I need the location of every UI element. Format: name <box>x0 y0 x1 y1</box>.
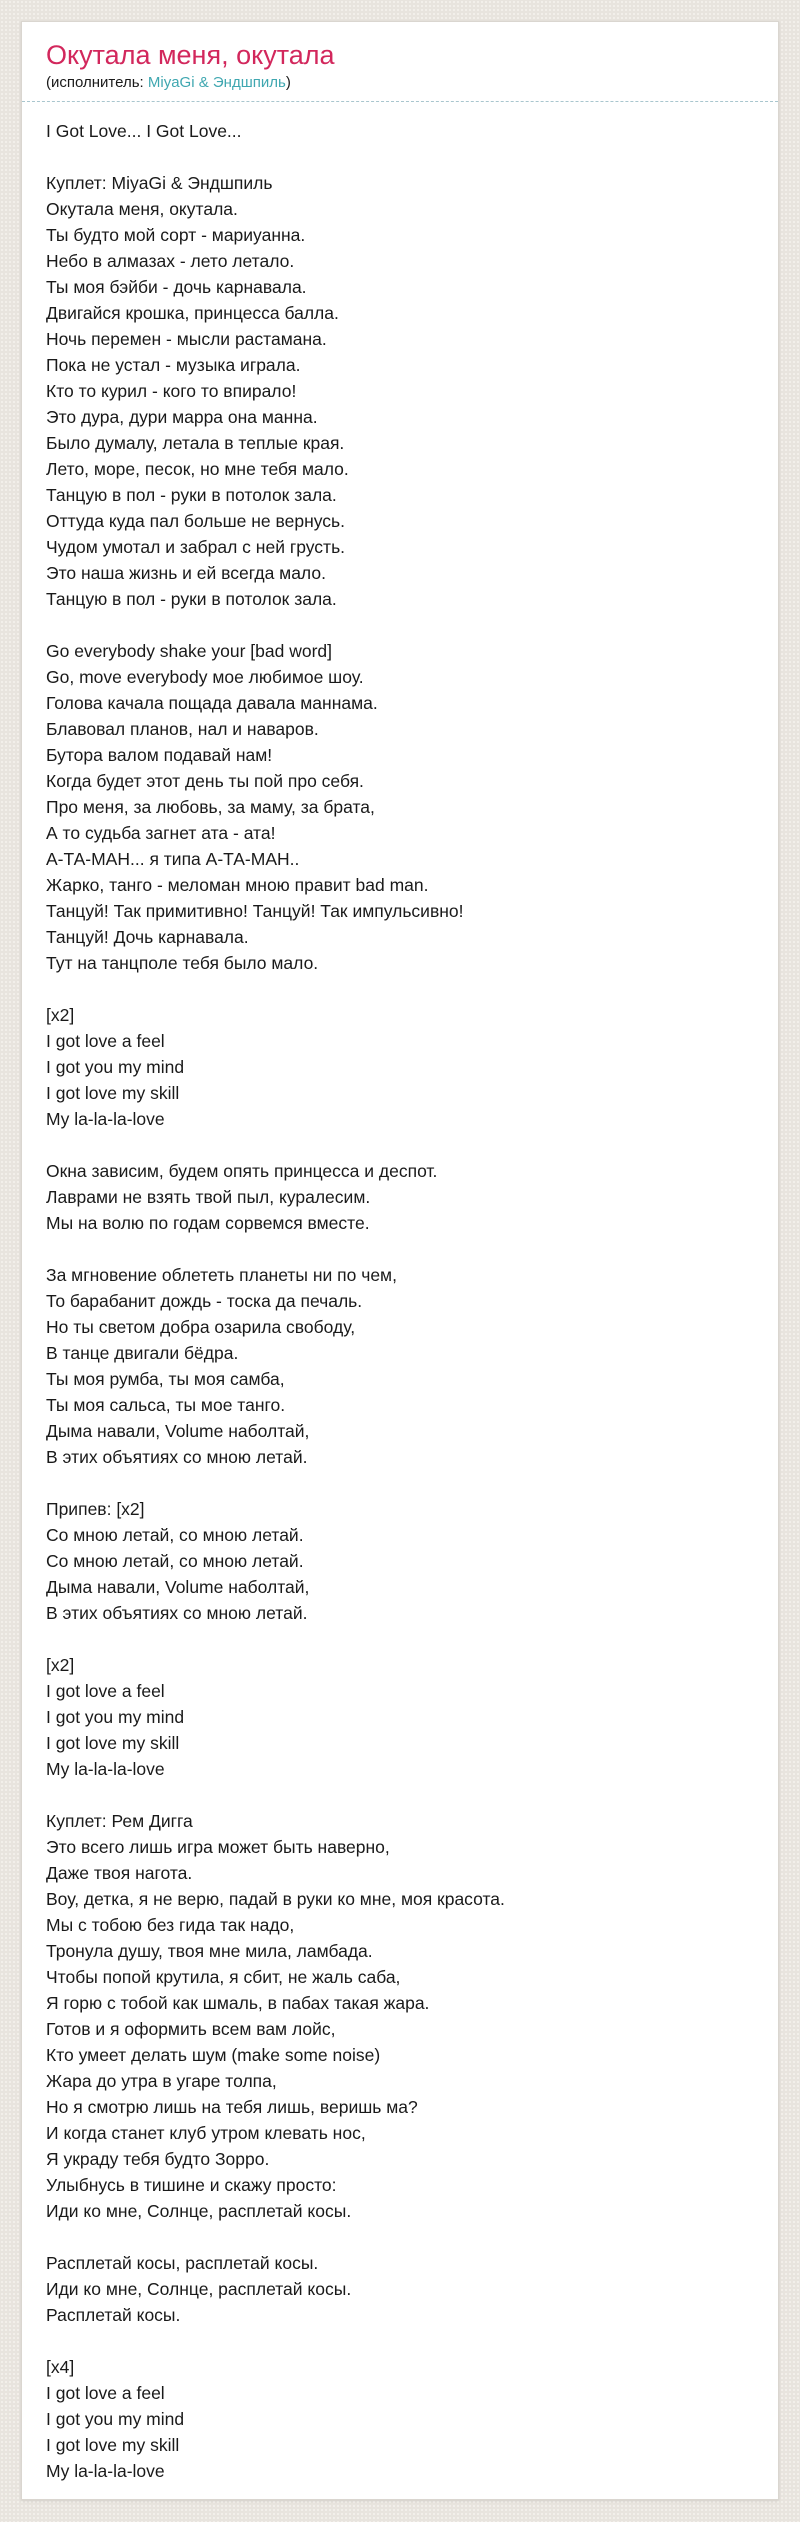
lyric-line: I Got Love... I Got Love... <box>46 121 242 141</box>
lyric-line: Расплетай косы, расплетай косы. <box>46 2253 319 2273</box>
lyric-line: Танцуй! Дочь карнавала. <box>46 927 249 947</box>
lyric-line: Кто умеет делать шум (make some noise) <box>46 2045 381 2065</box>
lyric-line: В этих объятиях со мною летай. <box>46 1447 308 1467</box>
lyric-line: Я горю с тобой как шмаль, в пабах такая жара. <box>46 1993 430 2013</box>
artist-line <box>46 73 754 93</box>
stanza <box>46 118 754 144</box>
lyric-line: Танцую в пол - руки в потолок зала. <box>46 485 337 505</box>
lyric-line: Но ты светом добра озарила свободу, <box>46 1317 356 1337</box>
lyric-line: Пока не устал - музыка играла. <box>46 355 301 375</box>
stanza <box>46 1262 754 1470</box>
lyric-line: Мы с тобою без гида так надо, <box>46 1915 295 1935</box>
lyric-line: Жара до утра в угаре толпа, <box>46 2071 277 2091</box>
lyric-line: I got love a feel <box>46 1681 165 1701</box>
lyric-line: I got you my mind <box>46 2409 185 2429</box>
lyric-line: [x4] <box>46 2357 75 2377</box>
lyric-line: За мгновение облететь планеты ни по чем, <box>46 1265 397 1285</box>
lyric-line: I got love my skill <box>46 1733 180 1753</box>
lyric-line: My la-la-la-love <box>46 1109 165 1129</box>
lyric-line: My la-la-la-love <box>46 2461 165 2481</box>
lyric-line: А то судьба загнет ата - ата! <box>46 823 276 843</box>
artist-link[interactable]: MiyaGi & Эндшпиль <box>147 74 286 91</box>
lyric-line: Иди ко мне, Солнце, расплетай косы. <box>46 2201 352 2221</box>
lyric-line: Бутора валом подавай нам! <box>46 745 273 765</box>
lyric-line: Двигайся крошка, принцесса балла. <box>46 303 339 323</box>
stanza <box>46 1002 754 1132</box>
lyric-line: Ночь перемен - мысли растамана. <box>46 329 327 349</box>
lyric-line: I got love a feel <box>46 2383 165 2403</box>
stanza <box>46 1496 754 1626</box>
stanza <box>46 1652 754 1782</box>
lyric-line: Про меня, за любовь, за маму, за брата, <box>46 797 375 817</box>
lyric-line: I got you my mind <box>46 1057 185 1077</box>
lyric-line: Блавовал планов, нал и наваров. <box>46 719 319 739</box>
lyric-line: Дыма навали, Volume наболтай, <box>46 1421 310 1441</box>
lyric-line: То барабанит дождь - тоска да печаль. <box>46 1291 363 1311</box>
lyric-line: Тут на танцполе тебя было мало. <box>46 953 319 973</box>
lyric-line: Готов и я оформить всем вам лойс, <box>46 2019 336 2039</box>
lyric-line: Со мною летай, со мною летай. <box>46 1525 304 1545</box>
lyric-line: Голова качала пощада давала маннама. <box>46 693 378 713</box>
lyric-line: Танцуй! Так примитивно! Танцуй! Так импульсивно! <box>46 901 464 921</box>
lyric-line: [x2] <box>46 1655 75 1675</box>
lyric-line: А-ТА-МАН... я типа А-ТА-МАН.. <box>46 849 300 869</box>
lyric-line: Тронула душу, твоя мне мила, ламбада. <box>46 1941 373 1961</box>
lyric-line: Окна зависим, будем опять принцесса и деспот. <box>46 1161 438 1181</box>
lyric-line: Ты моя сальса, ты мое танго. <box>46 1395 286 1415</box>
lyric-line: Жарко, танго - меломан мною правит bad man. <box>46 875 429 895</box>
lyric-line: Go everybody shake your [bad word] <box>46 641 332 661</box>
lyric-line: Чудом умотал и забрал с ней грусть. <box>46 537 346 557</box>
lyric-line: Небо в алмазах - лето летало. <box>46 251 295 271</box>
page-title: Окутала меня, окутала <box>46 40 335 70</box>
lyric-line: Это наша жизнь и ей всегда мало. <box>46 563 326 583</box>
lyrics-panel <box>21 21 779 2500</box>
lyric-line: Даже твоя нагота. <box>46 1863 193 1883</box>
lyric-line: Ты будто мой сорт - мариуанна. <box>46 225 306 245</box>
lyric-line: Go, move everybody мое любимое шоу. <box>46 667 364 687</box>
lyric-line: Лето, море, песок, но мне тебя мало. <box>46 459 349 479</box>
lyric-line: Мы на волю по годам сорвемся вместе. <box>46 1213 370 1233</box>
stanza <box>46 2250 754 2328</box>
lyric-line: Это всего лишь игра может быть наверно, <box>46 1837 390 1857</box>
stanza <box>46 1158 754 1236</box>
lyric-line: I got love my skill <box>46 2435 180 2455</box>
lyric-line: Окутала меня, окутала. <box>46 199 238 219</box>
lyric-line: Чтобы попой крутила, я сбит, не жаль саба, <box>46 1967 401 1987</box>
lyric-line: Расплетай косы. <box>46 2305 181 2325</box>
lyric-line: Куплет: Рем Дигга <box>46 1811 193 1831</box>
lyric-line: [x2] <box>46 1005 75 1025</box>
lyric-line: My la-la-la-love <box>46 1759 165 1779</box>
artist-label-suffix: ) <box>285 74 291 91</box>
lyric-line: Со мною летай, со мною летай. <box>46 1551 304 1571</box>
lyric-line: Иди ко мне, Солнце, расплетай косы. <box>46 2279 352 2299</box>
lyric-line: Ты моя бэйби - дочь карнавала. <box>46 277 307 297</box>
lyric-line: Я украду тебя будто Зорро. <box>46 2149 270 2169</box>
lyric-line: Оттуда куда пал больше не вернусь. <box>46 511 346 531</box>
stanza <box>46 2354 754 2484</box>
artist-label: (исполнитель: <box>46 74 148 91</box>
lyric-line: Припев: [x2] <box>46 1499 145 1519</box>
lyric-line: I got you my mind <box>46 1707 185 1727</box>
lyric-line: Улыбнусь в тишине и скажу просто: <box>46 2175 337 2195</box>
lyric-line: Дыма навали, Volume наболтай, <box>46 1577 310 1597</box>
lyric-line: Ты моя румба, ты моя самба, <box>46 1369 285 1389</box>
song-header <box>22 22 778 102</box>
lyric-line: И когда станет клуб утром клевать нос, <box>46 2123 366 2143</box>
lyric-line: Куплет: MiyaGi & Эндшпиль <box>46 173 273 193</box>
stanza <box>46 170 754 612</box>
stanza <box>46 1808 754 2224</box>
lyrics-text <box>22 118 778 2500</box>
lyric-line: В танце двигали бёдра. <box>46 1343 239 1363</box>
lyric-line: Было думалу, летала в теплые края. <box>46 433 345 453</box>
lyric-line: Но я смотрю лишь на тебя лишь, веришь ма? <box>46 2097 418 2117</box>
lyric-line: Это дура, дури марра она манна. <box>46 407 318 427</box>
lyric-line: I got love my skill <box>46 1083 180 1103</box>
lyric-line: Лаврами не взять твой пыл, куралесим. <box>46 1187 371 1207</box>
lyric-line: Воу, детка, я не верю, падай в руки ко мне, моя красота. <box>46 1889 505 1909</box>
lyric-line: I got love a feel <box>46 1031 165 1051</box>
lyric-line: Танцую в пол - руки в потолок зала. <box>46 589 337 609</box>
lyric-line: В этих объятиях со мною летай. <box>46 1603 308 1623</box>
stanza <box>46 638 754 976</box>
lyric-line: Когда будет этот день ты пой про себя. <box>46 771 364 791</box>
lyric-line: Кто то курил - кого то впирало! <box>46 381 297 401</box>
